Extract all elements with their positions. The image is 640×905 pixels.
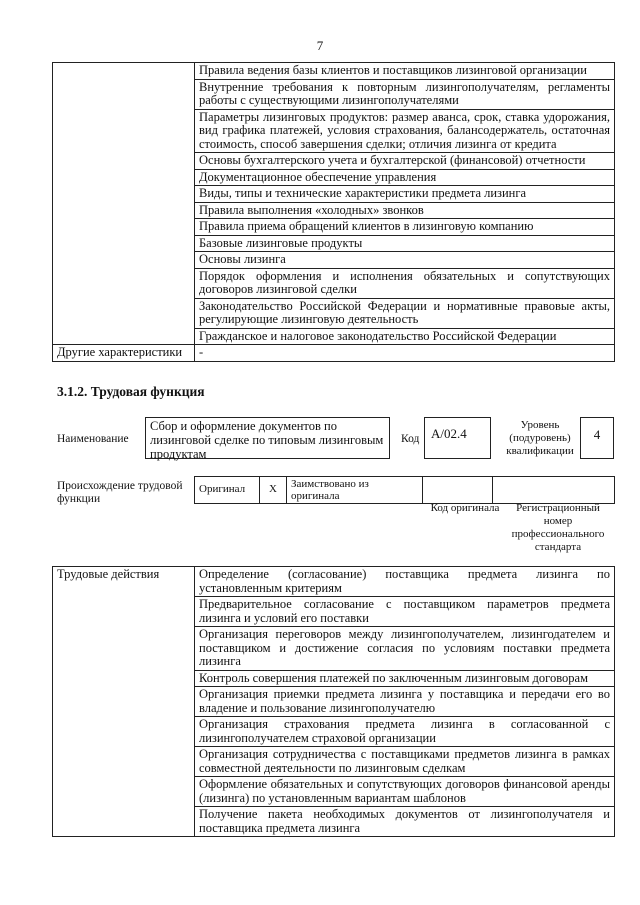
knowledge-item: Основы лизинга xyxy=(195,252,615,269)
labor-action-item: Определение (согласование) поставщика предмета лизинга по установленным критериям xyxy=(195,567,615,597)
qualification-level-label: Уровень (подуровень) квалификации xyxy=(506,419,574,457)
labor-actions-table xyxy=(52,566,615,837)
labor-action-item: Организация сотрудничества с поставщиками предметов лизинга в рамках совместной деятельности по лизинговым сделкам xyxy=(195,747,615,777)
code-label: Код xyxy=(401,433,420,445)
labor-action-item: Предварительное согласование с поставщиком параметров предмета лизинга и условий его поставки xyxy=(195,597,615,627)
labor-action-item: Получение пакета необходимых документов от лизингополучателя и поставщика предмета лизинга xyxy=(195,807,615,837)
knowledge-item: Гражданское и налоговое законодательство Российской Федерации xyxy=(195,328,615,345)
code-original-cell xyxy=(423,477,493,504)
labor-action-item: Организация приемки предмета лизинга у поставщика и передачи его во владение и пользование лизингополучателю xyxy=(195,687,615,717)
labor-action-item: Организация страхования предмета лизинга в согласованной с лизингополучателем страховой организации xyxy=(195,717,615,747)
table-row xyxy=(195,477,615,504)
name-label: Наименование xyxy=(57,433,129,445)
knowledge-item: Правила выполнения «холодных» звонков xyxy=(195,202,615,219)
original-label: Оригинал xyxy=(195,477,260,504)
reg-number-cell xyxy=(493,477,615,504)
knowledge-item: Правила приема обращений клиентов в лизинговую компанию xyxy=(195,219,615,236)
table-row xyxy=(53,63,615,80)
page-number: 7 xyxy=(316,38,324,53)
other-characteristics-value: - xyxy=(195,345,615,362)
code-original-note: Код оригинала xyxy=(430,502,500,514)
origin-table xyxy=(194,476,615,504)
labor-actions-label: Трудовые действия xyxy=(53,567,195,837)
knowledge-table xyxy=(52,62,615,362)
table-row xyxy=(53,345,615,362)
reg-number-note: Регистрационный номер профессионального стандарта xyxy=(511,502,605,553)
knowledge-label-cell xyxy=(53,63,195,345)
knowledge-item: Базовые лизинговые продукты xyxy=(195,235,615,252)
origin-label: Происхождение трудовой функции xyxy=(57,480,183,505)
knowledge-item: Основы бухгалтерского учета и бухгалтерской (финансовой) отчетности xyxy=(195,153,615,170)
knowledge-item: Документационное обеспечение управления xyxy=(195,169,615,186)
knowledge-item: Внутренние требования к повторным лизингополучателям, регламенты работы с существующими лизингополучателями xyxy=(195,79,615,109)
other-characteristics-label: Другие характеристики xyxy=(53,345,195,362)
labor-action-item: Контроль совершения платежей по заключенным лизинговым договорам xyxy=(195,670,615,687)
labor-action-item: Оформление обязательных и сопутствующих договоров финансовой аренды (лизинга) по установленным вариантам шаблонов xyxy=(195,777,615,807)
function-name-box: Сбор и оформление документов по лизинговой сделке по типовым лизинговым продуктам xyxy=(145,417,390,459)
borrowed-label: Заимствовано из оригинала xyxy=(287,477,423,504)
function-code-box: A/02.4 xyxy=(424,417,491,459)
knowledge-item: Параметры лизинговых продуктов: размер аванса, срок, ставка удорожания, вид графика платежей, условия страхования, балансодержатель, остаточная стоимость, способ завершения сделки; отличия лизинга от кредита xyxy=(195,109,615,153)
knowledge-item: Правила ведения базы клиентов и поставщиков лизинговой организации xyxy=(195,63,615,80)
knowledge-item: Законодательство Российской Федерации и нормативные правовые акты, регулирующие лизинговую деятельность xyxy=(195,298,615,328)
labor-action-item: Организация переговоров между лизингополучателем, лизингодателем и поставщиком и достижение согласия по условиям поставки предмета лизинга xyxy=(195,627,615,671)
section-heading: 3.1.2. Трудовая функция xyxy=(57,384,205,399)
qualification-level-box: 4 xyxy=(580,417,614,459)
original-mark: X xyxy=(260,477,287,504)
knowledge-item: Виды, типы и технические характеристики предмета лизинга xyxy=(195,186,615,203)
knowledge-item: Порядок оформления и исполнения обязательных и сопутствующих договоров лизинговой сделки xyxy=(195,268,615,298)
table-row xyxy=(53,567,615,597)
